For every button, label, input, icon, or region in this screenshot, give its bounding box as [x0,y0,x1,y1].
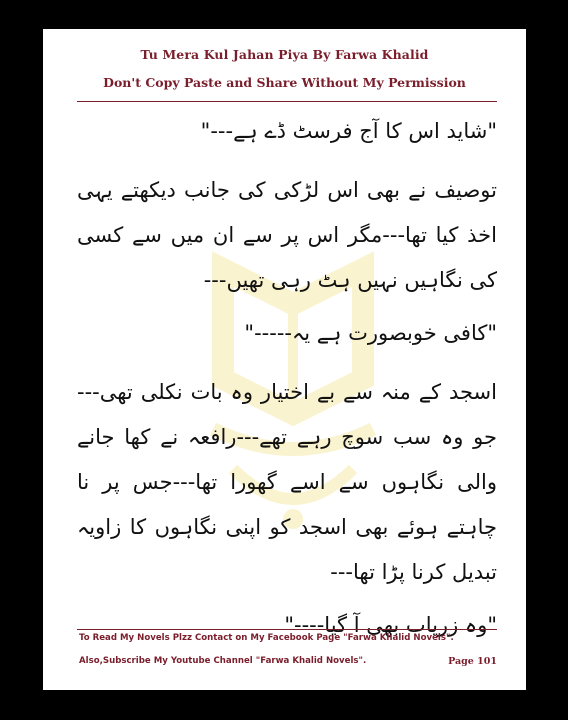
body-paragraph-1: "شاید اس کا آج فرسٹ ڈے ہے---" [200,119,497,143]
page-body [77,109,497,662]
header-divider [77,101,497,102]
page-number: Page 101 [448,656,497,667]
footer-row [79,656,497,667]
footer-youtube-note: Also,Subscribe My Youtube Channel "Farwa Khalid Novels". [79,656,367,666]
document-page [43,29,526,690]
page-footer [79,633,497,667]
body-paragraph-5: "وہ زریاب بھی آ گیا----" [284,613,497,637]
page-header [43,29,526,90]
header-copyright-notice: Don't Copy Paste and Share Without My Permission [103,75,466,90]
footer-facebook-note: To Read My Novels Plzz Contact on My Facebook Page "Farwa Khalid Novels". [79,633,454,643]
body-paragraph-4: اسجد کے منہ سے بے اختیار وہ بات نکلی تھی---جو وہ سب سوچ رہے تھے---رافعہ نے کھا جانے والی نگاہوں سے اسے گھورا تھا---جس پر نا چاہتے ہوئے بھی اسجد کو اپنی نگاہوں کا زاویہ تبدیل کرنا پڑا تھا--- [77,380,497,584]
body-paragraph-2: توصیف نے بھی اس لڑکی کی جانب دیکھتے یہی اخذ کیا تھا---مگر اس پر سے ان میں سے کسی کی نگاہیں نہیں ہٹ رہی تھیں--- [77,178,497,292]
body-paragraph-3: "کافی خوبصورت ہے یہ-----" [244,321,497,345]
header-title: Tu Mera Kul Jahan Piya By Farwa Khalid [140,47,429,62]
footer-divider [77,629,497,630]
